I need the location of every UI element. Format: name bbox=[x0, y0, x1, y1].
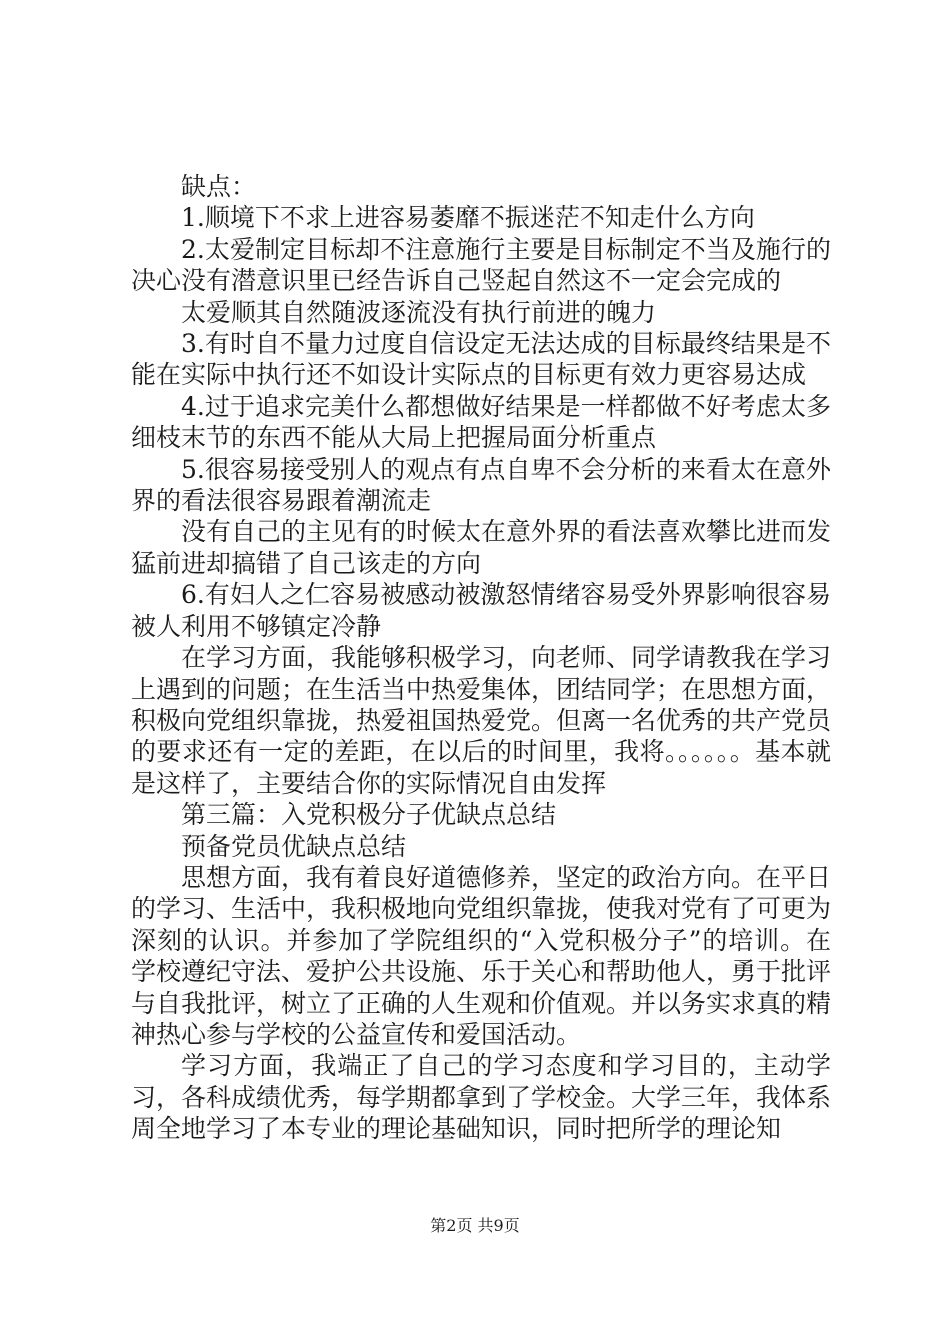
paragraph-ideology: 思想方面，我有着良好道德修养，坚定的政治方向。在平日的学习、生活中，我积极地向党组织靠拢，使我对党有了可更为深刻的认识。并参加了学院组织的“入党积极分子”的培训。在学校遵纪守法、爱护公共设施、乐于关心和帮助他人，勇于批评与自我批评，树立了正确的人生观和价值观。并以务实求真的精神热心参与学校的公益宣传和爱国活动。 bbox=[131, 862, 832, 1049]
paragraph-weaknesses-heading: 缺点： bbox=[181, 172, 257, 201]
paragraph-weakness-5: 5.很容易接受别人的观点有点自卑不会分析的来看太在意外界的看法很容易跟着潮流走 bbox=[131, 454, 831, 516]
paragraph-study-summary: 在学习方面，我能够积极学习，向老师、同学请教我在学习上遇到的问题；在生活当中热爱集体，团结同学；在思想方面，积极向党组织靠拢，热爱祖国热爱党。但离一名优秀的共产党员的要求还有一定的差距，在以后的时间里，我将。。。。。。基本就是这样了，主要结合你的实际情况自由发挥 bbox=[131, 643, 832, 798]
paragraph-weakness-5-cont: 没有自己的主见有的时候太在意外界的看法喜欢攀比进而发猛前进却搞错了自己该走的方向 bbox=[131, 517, 832, 578]
paragraph-weakness-1: 1.顺境下不求上进容易萎靡不振迷茫不知走什么方向 bbox=[181, 203, 755, 233]
paragraph-weakness-2-cont: 太爱顺其自然随波逐流没有执行前进的魄力 bbox=[181, 297, 657, 327]
section-subheading: 预备党员优缺点总结 bbox=[181, 831, 407, 861]
paragraph-weakness-6: 6.有妇人之仁容易被感动被激怒情绪容易受外界影响很容易被人利用不够镇定冷静 bbox=[131, 580, 831, 641]
page-footer: 第2页 共9页 bbox=[430, 1216, 520, 1235]
paragraph-weakness-2: 2.太爱制定目标却不注意施行主要是目标制定不当及施行的决心没有潜意识里已经告诉自己竖起自然这不一定会完成的 bbox=[131, 234, 831, 296]
paragraph-weakness-4: 4.过于追求完美什么都想做好结果是一样都做不好考虑太多细枝末节的东西不能从大局上把握局面分析重点 bbox=[131, 391, 831, 453]
section-heading-part-three: 第三篇：入党积极分子优缺点总结 bbox=[181, 800, 557, 830]
document-body bbox=[131, 171, 831, 1145]
paragraph-study: 学习方面，我端正了自己的学习态度和学习目的，主动学习，各科成绩优秀，每学期都拿到了学校金。大学三年，我体系周全地学习了本专业的理论基础知识，同时把所学的理论知 bbox=[131, 1051, 832, 1144]
paragraph-weakness-3: 3.有时自不量力过度自信设定无法达成的目标最终结果是不能在实际中执行还不如设计实际点的目标更有效力更容易达成 bbox=[131, 329, 831, 390]
